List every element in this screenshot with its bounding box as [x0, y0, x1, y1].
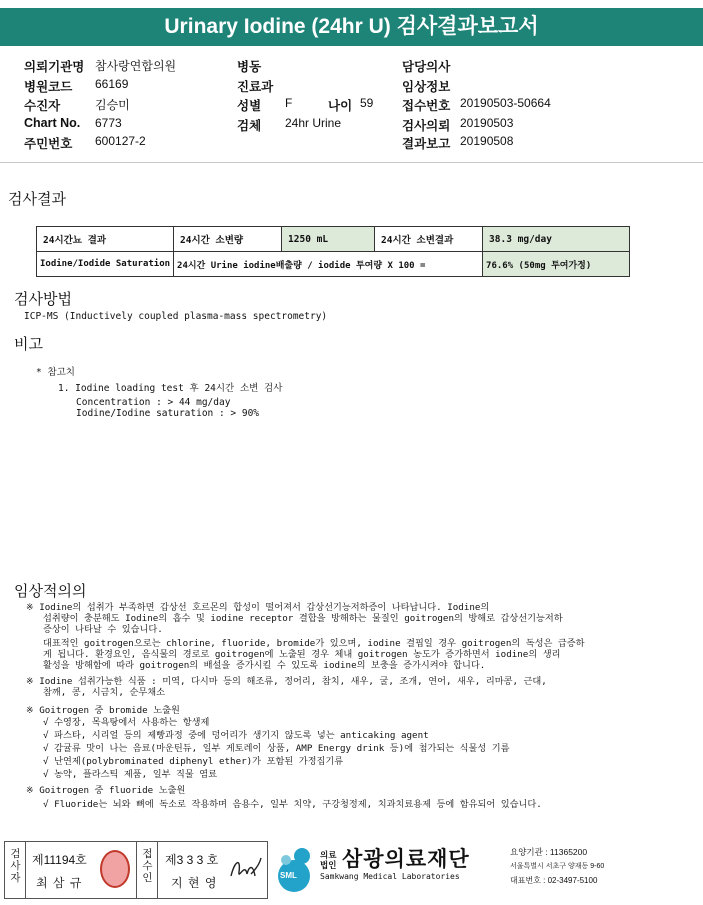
- receipt-label: 접수번호: [402, 99, 451, 113]
- specimen-label: 검체: [237, 119, 262, 133]
- patient-label: 수진자: [24, 99, 61, 113]
- examiner-label: 검사자: [10, 848, 21, 884]
- clinical-line: 대표적인 goitrogen으로는 chlorine, fluoride, bromide가 있으며, iodine 결핍일 경우 goitrogen의 독성은 급증하: [43, 638, 585, 649]
- org-english: Samkwang Medical Laboratories: [320, 872, 460, 881]
- hospital-code-label: 병원코드: [24, 80, 73, 94]
- signature-icon: [227, 854, 263, 884]
- org-name: 삼광의료재단: [342, 848, 470, 871]
- remark-line: * 참고치: [36, 367, 75, 378]
- approver-label: 접수인: [142, 848, 153, 884]
- org-phone: 대표번호 : 02-3497-5100: [510, 876, 598, 885]
- method-heading: 검사방법: [14, 291, 72, 308]
- results-table: [36, 226, 630, 277]
- clinical-line: √ Fluoride는 뇌와 뼈에 독소로 작용하며 음용수, 일부 치약, 구강청정제, 치과치료용제 등에 함유되어 있습니다.: [43, 799, 542, 810]
- dept-label: 진료과: [237, 80, 274, 94]
- org-prefix: 의료법인: [320, 850, 337, 870]
- clinical-line: √ 난연제(polybrominated diphenyl ether)가 포함된 가정집기류: [43, 756, 344, 767]
- results-cell: 76.6% (50mg 투여가정): [483, 252, 630, 277]
- clinical-line: √ 감귤류 맛이 나는 음료(마운틴듀, 일부 게토레이 상품, AMP Energy drink 등)에 첨가되는 식물성 기름: [43, 743, 510, 754]
- hospital-code-value: 66169: [95, 77, 129, 91]
- request-value: 20190503: [460, 116, 514, 130]
- report-date-value: 20190508: [460, 134, 514, 148]
- clinical-line: √ 농약, 플라스틱 제품, 일부 직물 염료: [43, 769, 218, 780]
- remark-line: Concentration : > 44 mg/day: [76, 397, 231, 408]
- org-license: 요양기관 : 11365200: [510, 847, 588, 857]
- examiner-license: 제11194호: [32, 853, 87, 867]
- receipt-value: 20190503-50664: [460, 96, 551, 110]
- sex-label: 성별: [237, 99, 262, 113]
- clinical-line: 참깨, 콩, 시금치, 순무채소: [43, 687, 165, 698]
- clinical-line: ※ Goitrogen 중 bromide 노출원: [26, 705, 180, 716]
- results-cell: 1250 mL: [282, 227, 375, 252]
- clinical-line: √ 파스타, 시리얼 등의 제빵과정 중에 덩어리가 생기지 않도록 넣는 anticaking agent: [43, 730, 429, 741]
- clinical-line: ※ Iodine 섭취가능한 식품 : 미역, 다시마 등의 해조류, 정어리, 참치, 새우, 굴, 조개, 연어, 새우, 리마콩, 근대,: [26, 676, 547, 687]
- institution-value: 참사랑연합의원: [95, 59, 177, 73]
- clinical-line: 증상이 나타날 수 있습니다.: [43, 624, 163, 635]
- header-divider: [0, 162, 703, 163]
- remarks-heading: 비고: [14, 336, 43, 353]
- clinical-line: ※ Iodine의 섭취가 부족하면 갑상선 호르몬의 합성이 떨어져서 갑상선기능저하증이 나타납니다. Iodine의: [26, 602, 490, 613]
- specimen-value: 24hr Urine: [285, 116, 342, 130]
- ward-label: 병동: [237, 60, 262, 74]
- results-cell: 24시간 Urine iodine배출량 / iodide 투여량 X 100 =: [174, 252, 483, 277]
- chart-value: 6773: [95, 116, 122, 130]
- sex-value: F: [285, 96, 293, 110]
- results-cell: Iodine/Iodide Saturation: [37, 252, 174, 277]
- examiner-name: 최 삼 규: [36, 876, 83, 890]
- results-cell: 24시간 소변결과: [375, 227, 483, 252]
- patient-value: 김승미: [95, 98, 130, 112]
- report-title: Urinary Iodine (24hr U) 검사결과보고서: [0, 8, 703, 46]
- remark-line: 1. Iodine loading test 후 24시간 소변 검사: [58, 383, 283, 394]
- institution-label: 의뢰기관명: [24, 60, 85, 74]
- approver-name: 지 현 영: [171, 876, 218, 890]
- clinical-info-label: 임상정보: [402, 80, 451, 94]
- chart-label: Chart No.: [24, 116, 81, 130]
- clinical-line: ※ Goitrogen 중 fluoride 노출원: [26, 785, 186, 796]
- results-cell: 24시간 소변량: [174, 227, 282, 252]
- org-address: 서울특별시 서초구 양재동 9-60: [510, 863, 605, 870]
- clinical-line: √ 수영장, 목욕탕에서 사용하는 항생제: [43, 717, 210, 728]
- results-heading: 검사결과: [8, 191, 66, 208]
- examiner-seal-icon: [100, 850, 130, 888]
- organization-block: [270, 842, 700, 898]
- method-text: ICP-MS (Inductively coupled plasma-mass spectrometry): [24, 311, 328, 322]
- signature-box: [4, 841, 268, 899]
- rrn-value: 600127-2: [95, 134, 146, 148]
- clinical-line: 게 됩니다. 환경요인, 음식물의 경로로 goitrogen에 노출된 경우 체내 goitrogen 농도가 증가하면서 iodine의 생리: [43, 649, 561, 660]
- age-label: 나이: [328, 99, 353, 113]
- results-cell: 38.3 mg/day: [483, 227, 630, 252]
- doctor-label: 담당의사: [402, 60, 451, 74]
- clinical-line: 섭취량이 충분해도 Iodine의 흡수 및 iodine receptor 결합을 방해하는 물질인 goitrogen의 방해로 갑상선기능저하: [43, 613, 563, 624]
- age-value: 59: [360, 96, 374, 110]
- remark-line: Iodine/Iodine saturation : > 90%: [76, 408, 260, 419]
- approver-license: 제3 3 3 호: [165, 853, 219, 867]
- results-cell: 24시간뇨 결과: [37, 227, 174, 252]
- sml-logo-text: SML: [280, 871, 297, 880]
- clinical-heading: 임상적의의: [14, 583, 87, 600]
- request-label: 검사의뢰: [402, 119, 451, 133]
- rrn-label: 주민번호: [24, 137, 73, 151]
- clinical-line: 활성을 방해함에 따라 goitrogen의 배설을 증가시킬 수 있도록 iodine의 보충을 증가시켜야 합니다.: [43, 660, 486, 671]
- sml-logo-icon: [272, 844, 316, 894]
- report-date-label: 결과보고: [402, 137, 451, 151]
